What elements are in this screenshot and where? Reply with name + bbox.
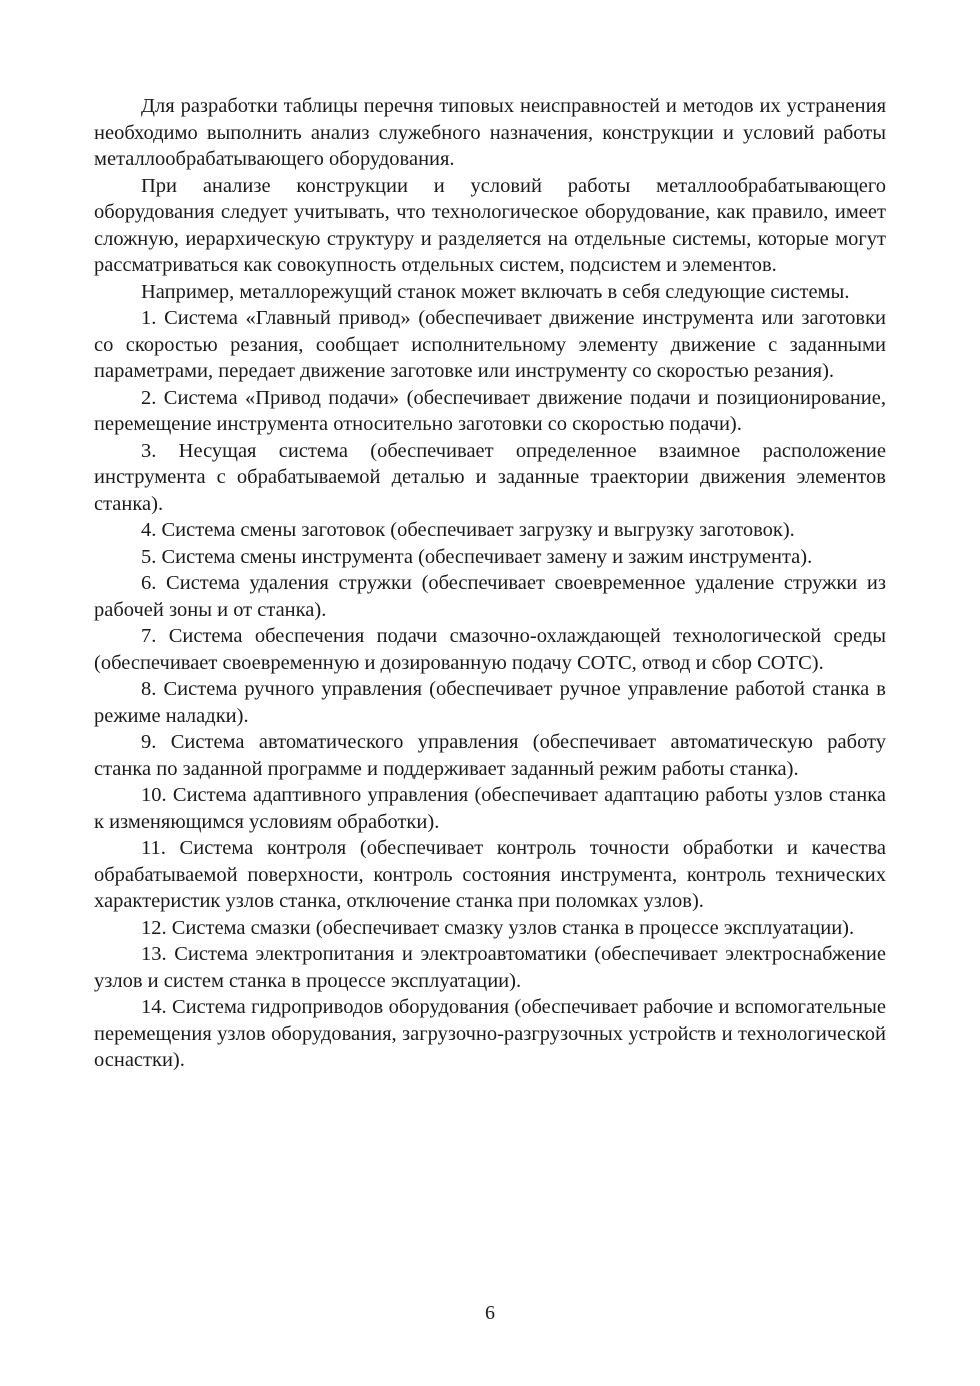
list-item-workpiece-change: 4. Система смены заготовок (обеспечивает загрузку и выгрузку заготовок). (141, 519, 795, 541)
list-item-feed-drive: 2. Система «Привод подачи» (обеспечивает движение подачи и позиционирование, перемещение инструмента относительно заготовки со скоростью подачи). (94, 386, 886, 435)
list-item-adaptive-control: 10. Система адаптивного управления (обеспечивает адаптацию работы узлов станка к изменяющимся условиям обработки). (94, 784, 886, 833)
list-item-lubrication: 12. Система смазки (обеспечивает смазку узлов станка в процессе эксплуатации). (141, 916, 855, 939)
page-body (94, 93, 886, 1074)
paragraph-structure: При анализе конструкции и условий работы металлообрабатывающего оборудования следует учитывать, что технологическое оборудование, как правило, имеет сложную, иерархическую структуру и разделяется на отдельные системы, которые могут рассматриваться как совокупность отдельных систем, подсистем и элементов. (94, 174, 886, 276)
list-item-hydraulics: 14. Система гидроприводов оборудования (обеспечивает рабочие и вспомогательные перемещения узлов оборудования, загрузочно-разгрузочных устройств и технологической оснастки). (94, 996, 886, 1071)
list-item-automatic-control: 9. Система автоматического управления (обеспечивает автоматическую работу станка по заданной программе и поддерживает заданный режим работы станка). (94, 731, 886, 780)
list-item-manual-control: 8. Система ручного управления (обеспечивает ручное управление работой станка в режиме наладки). (94, 678, 886, 727)
list-item-chip-removal: 6. Система удаления стружки (обеспечивает своевременное удаление стружки из рабочей зоны и от станка). (94, 572, 886, 621)
page-number: 6 (485, 1302, 495, 1324)
list-item-bearing-system: 3. Несущая система (обеспечивает определенное взаимное расположение инструмента с обрабатываемой деталью и заданные траектории движения элементов станка). (94, 439, 886, 515)
list-item-monitoring: 11. Система контроля (обеспечивает контроль точности обработки и качества обрабатываемой поверхности, контроль состояния инструмента, контроль технических характеристик узлов станка, отключение станка при поломках узлов). (94, 837, 886, 912)
list-item-tool-change: 5. Система смены инструмента (обеспечивает замену и зажим инструмента). (141, 545, 813, 568)
list-item-coolant-supply: 7. Система обеспечения подачи смазочно-охлаждающей технологической среды (обеспечивает своевременную и дозированную подачу СОТС, отвод и сбор СОТС). (94, 625, 886, 674)
list-item-power-supply: 13. Система электропитания и электроавтоматики (обеспечивает электроснабжение узлов и систем станка в процессе эксплуатации). (94, 943, 886, 992)
paragraph-example: Например, металлорежущий станок может включать в себя следующие системы. (141, 280, 850, 303)
paragraph-intro: Для разработки таблицы перечня типовых неисправностей и методов их устранения необходимо выполнить анализ служебного назначения, конструкции и условий работы металлообрабатывающего оборудования. (94, 95, 886, 170)
list-item-main-drive: 1. Система «Главный привод» (обеспечивает движение инструмента или заготовки со скоростью резания, сообщает исполнительному элементу движение с заданными параметрами, передает движение заготовке или инструменту со скоростью резания). (94, 307, 886, 382)
